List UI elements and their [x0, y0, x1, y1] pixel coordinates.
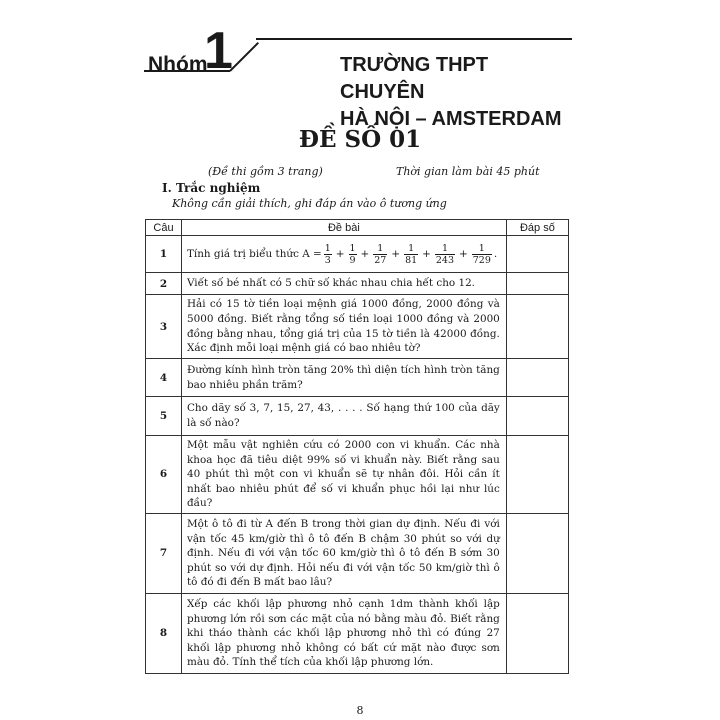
fraction: $\frac{1}{729}$ [472, 242, 491, 266]
table-row [146, 397, 569, 436]
answer-cell[interactable] [506, 295, 568, 359]
answer-cell[interactable] [506, 513, 568, 593]
page-number: 8 [356, 704, 364, 717]
table-row [146, 295, 569, 359]
question-text: Hải có 15 tờ tiền loại mệnh giá 1000 đồng, 2000 đồng và 5000 đồng. Biết rằng tổng số tiền loại 1000 đồng và 2000 đồng bằng nhau, tổng giá trị của 15 tờ tiền là 42000 đồng. Xác định mỗi loại mệnh giá có bao nhiêu tờ? [186, 298, 500, 355]
fraction: $\frac{1}{81}$ [405, 242, 418, 266]
plus-sign: + [335, 247, 345, 260]
section-title: I. Trắc nghiệm [162, 181, 261, 195]
question-text: Viết số bé nhất có 5 chữ số khác nhau chia hết cho 12. [186, 277, 475, 290]
fraction: $\frac{1}{3}$ [324, 242, 331, 266]
plus-sign: + [422, 247, 431, 260]
table-row [146, 513, 569, 593]
formula [187, 243, 497, 266]
question-text: Xếp các khối lập phương nhỏ cạnh 1dm thành khối lập phương lớn rồi sơn các mặt của nó bằng màu đỏ. Biết rằng khi tháo thành các khối lập phương nhỏ thì có đúng 27 khối lập phương nhỏ không có bất cứ mặt nào được sơn màu đỏ. Tính thể tích của khối lập phương lớn. [186, 597, 500, 669]
answer-cell[interactable] [506, 236, 568, 273]
question-number: 2 [146, 273, 182, 295]
table-row [146, 436, 569, 514]
answer-cell[interactable] [506, 359, 568, 397]
question-number: 7 [146, 513, 182, 593]
question-number: 3 [146, 295, 182, 359]
plus-sign: + [391, 247, 401, 260]
pages-note: (Đề thi gồm 3 trang) [208, 165, 323, 178]
school-name [340, 52, 574, 133]
fraction: $\frac{1}{243}$ [435, 242, 455, 266]
formula-lead: Tính giá trị biểu thức A = [186, 247, 322, 260]
question-number: 6 [146, 436, 182, 514]
answer-cell[interactable] [506, 593, 568, 673]
answer-cell[interactable] [506, 273, 568, 295]
fraction: $\frac{1}{9}$ [349, 242, 356, 266]
group-label: Nhóm [148, 53, 208, 76]
school-name-line2: HÀ NỘI – AMSTERDAM [340, 108, 562, 130]
question-number: 1 [146, 236, 182, 273]
section-note: Không cần giải thích, ghi đáp án vào ô tương ứng [172, 197, 447, 210]
header-question: Đề bài [181, 220, 506, 236]
question-text: Một mẫu vật nghiên cứu có 2000 con vi khuẩn. Các nhà khoa học đã tiêu diệt 99% số vi khuẩn này. Biết rằng sau 40 phút thì một con vi khuẩn sẽ tự nhân đôi. Hỏi cần ít nhất bao nhiêu phút để số vi khuẩn phục hồi lại như lúc đầu? [186, 439, 500, 510]
table-row [146, 593, 569, 673]
table-row [146, 359, 569, 397]
answer-cell[interactable] [506, 436, 568, 514]
table-row [146, 273, 569, 295]
time-note: Thời gian làm bài 45 phút [396, 165, 540, 178]
table-row [146, 236, 569, 273]
plus-sign: + [360, 247, 370, 260]
formula-end: . [493, 247, 498, 260]
header-rule-top [256, 38, 572, 40]
chapter-header [144, 22, 574, 130]
header-question-number: Câu [146, 220, 182, 236]
question-number: 5 [146, 397, 182, 436]
question-text [181, 236, 506, 273]
question-text: Đường kính hình tròn tăng 20% thì diện tích hình tròn tăng bao nhiêu phần trăm? [186, 363, 500, 391]
plus-sign: + [459, 247, 468, 260]
question-table [145, 219, 569, 674]
school-name-line1: TRƯỜNG THPT CHUYÊN [340, 54, 489, 103]
header-rule-slant [229, 42, 259, 72]
group-number: 1 [204, 22, 233, 80]
question-number: 4 [146, 359, 182, 397]
question-number: 8 [146, 593, 182, 673]
exam-title: ĐỀ SỐ 01 [298, 126, 422, 153]
table-header-row [146, 220, 569, 236]
question-text: Cho dãy số 3, 7, 15, 27, 43, . . . . Số hạng thứ 100 của dãy là số nào? [186, 402, 500, 429]
fraction: $\frac{1}{27}$ [374, 242, 387, 266]
answer-cell[interactable] [506, 397, 568, 436]
question-text: Một ô tô đi từ A đến B trong thời gian dự định. Nếu đi với vận tốc 45 km/giờ thì ô tô đến B chậm 30 phút so với dự định. Nếu đi với vận tốc 60 km/giờ thì ô tô đến B sớm 30 phút so với dự định. Hỏi nếu đi với vận tốc 50 km/giờ thì ô tô đó đi đến B mất bao lâu? [186, 517, 500, 589]
header-answer: Đáp số [506, 220, 568, 236]
